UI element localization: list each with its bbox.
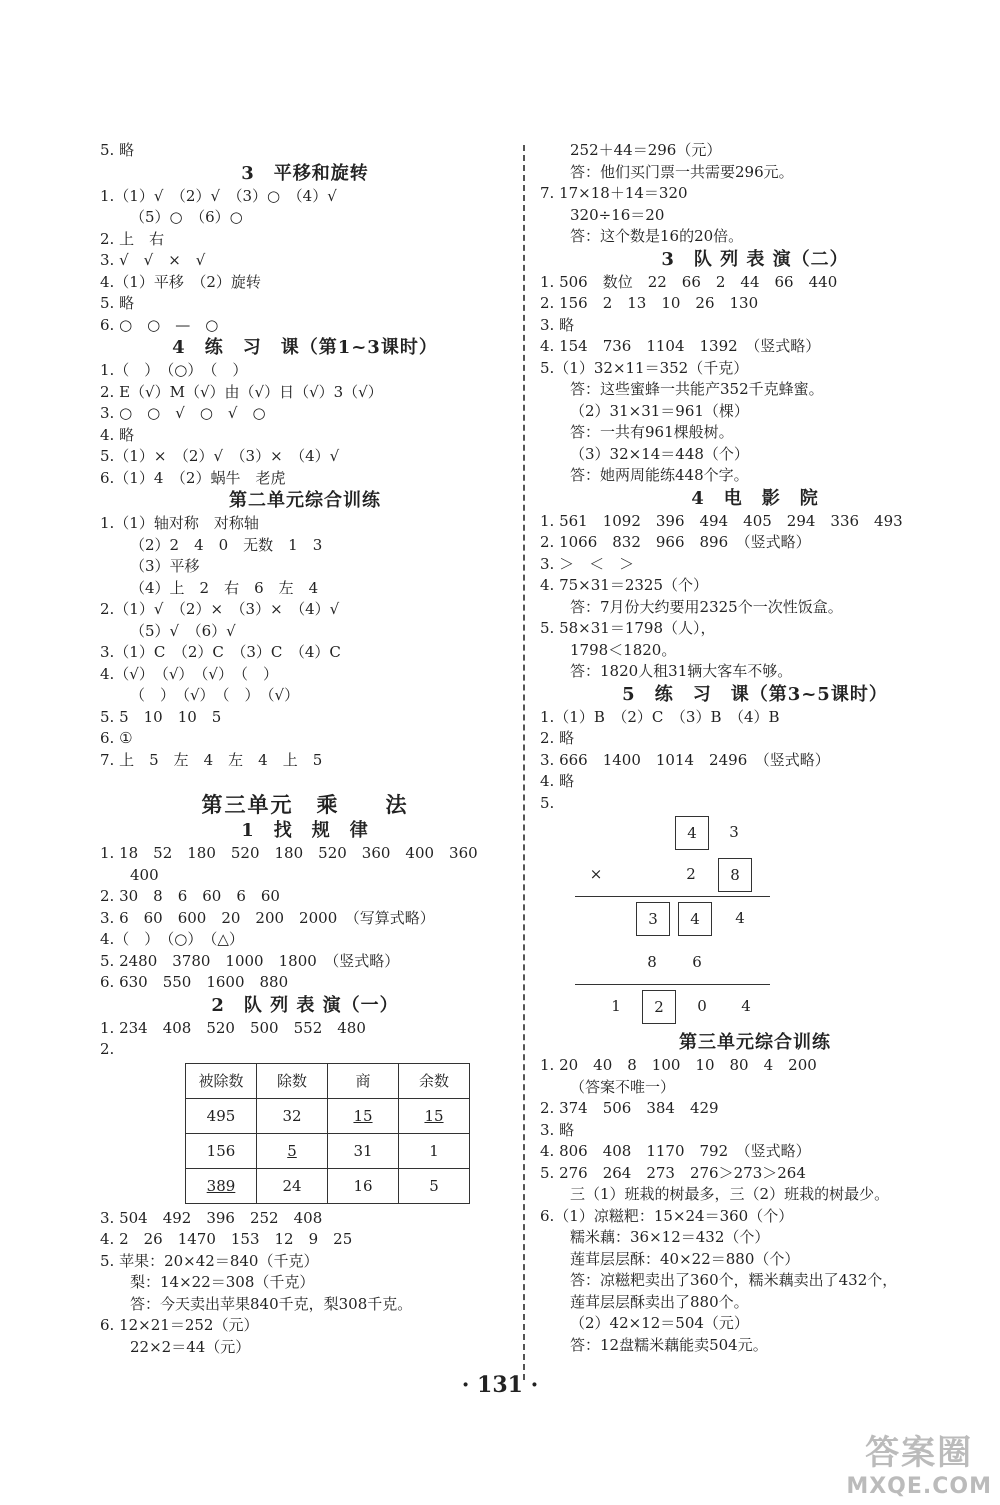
digit: 0: [697, 997, 707, 1015]
answer-line: 答：一共有961棵般树。: [570, 423, 734, 441]
answer-line: 1. 234 408 520 500 552 480: [100, 1018, 366, 1037]
table-cell-value: 16: [353, 1176, 373, 1195]
answer-line: 5. 略: [100, 141, 135, 159]
answer-line: 4.（1）平移 （2）旋转: [100, 272, 261, 291]
answer-line: 1. 18 52 180 520 180 520 360 400 360: [100, 844, 478, 862]
answer-line: 莲茸层层酥：40×22＝880（个）: [570, 1249, 800, 1268]
table-cell-value: 5: [287, 1141, 297, 1160]
answer-line: 400: [130, 865, 159, 884]
answer-line: 252＋44＝296（元）: [570, 141, 722, 159]
digit: 1: [611, 997, 621, 1015]
section-heading: 第三单元综合训练: [679, 1032, 831, 1053]
answer-line: 3. 504 492 396 252 408: [100, 1208, 323, 1227]
table-header-cell: 被除数: [186, 1063, 257, 1098]
answer-line: （3）32×14＝448（个）: [570, 444, 749, 463]
answer-line: 2. 略: [540, 729, 575, 747]
answer-line: 2. 374 506 384 429: [540, 1099, 719, 1117]
section-heading: 3 平移和旋转: [241, 162, 369, 184]
table-cell-value: 5: [429, 1176, 439, 1195]
answer-line: 答：凉糍粑卖出了360个，糯米藕卖出了432个，: [570, 1271, 898, 1289]
answer-line: 3. 略: [540, 315, 575, 334]
answer-line: 3.（1）C （2）C （3）C （4）C: [100, 643, 341, 661]
answer-line: 5. 2480 3780 1000 1800 （竖式略）: [100, 951, 400, 970]
answer-line: 2.（1）√ （2）× （3）× （4）√: [100, 600, 340, 618]
table-header-cell: 商: [328, 1063, 399, 1098]
digit: 4: [741, 997, 751, 1015]
section-heading: 2 队 列 表 演（一）: [211, 994, 399, 1016]
digit: ×: [589, 865, 603, 883]
vertical-rule: [575, 896, 770, 897]
answer-line: 1. 506 数位 22 66 2 44 66 440: [540, 272, 838, 291]
answer-line: （ ） （√） （ ） （√）: [130, 686, 300, 704]
answer-line: 5.（1）32×11＝352（千克）: [540, 358, 749, 377]
table-cell: [257, 1168, 328, 1203]
answer-line: 4. 略: [540, 772, 575, 790]
table-header-cell: 除数: [257, 1063, 328, 1098]
answer-line: 1.（1）√ （2）√ （3）○ （4）√: [100, 186, 337, 205]
answer-line: （2）42×12＝504（元）: [570, 1314, 749, 1332]
digit: 8: [647, 953, 657, 971]
answer-line: 4. 略: [100, 425, 135, 444]
table-cell-value: 156: [206, 1141, 236, 1160]
table-cell: [328, 1168, 399, 1203]
table-header-cell: 余数: [399, 1063, 470, 1098]
left-column: [100, 140, 510, 1358]
answer-line: 答：他们买门票一共需要296元。: [570, 162, 794, 181]
table-row: [186, 1133, 470, 1168]
answer-line: 3. 6 60 600 20 200 2000 （写算式略）: [100, 908, 435, 927]
answer-line: 2.: [100, 1040, 115, 1058]
answer-line: 答：这些蜜蜂一共能产352千克蜂蜜。: [570, 380, 824, 398]
page-number: · 131 ·: [461, 1372, 539, 1398]
answer-line: 4. 75×31＝2325（个）: [540, 576, 708, 594]
answer-line: （3）平移: [130, 557, 200, 575]
table-cell: [399, 1168, 470, 1203]
table-cell-value: 1: [429, 1141, 439, 1160]
answer-line: 7. 上 5 左 4 左 4 上 5: [100, 750, 323, 769]
table-cell: [186, 1133, 257, 1168]
answer-line: 5. 略: [100, 294, 135, 312]
answer-line: 答：7月份大约要用2325个一次性饭盒。: [570, 597, 843, 616]
answer-line: （5）○ （6）○: [130, 208, 243, 226]
division-table: [185, 1063, 470, 1204]
answer-box: 4: [675, 816, 709, 850]
answer-line: 答：这个数是16的20倍。: [570, 227, 744, 245]
answer-line: 1798＜1820。: [570, 640, 677, 659]
answer-line: （2）31×31＝961（棵）: [570, 401, 749, 420]
table-cell: [328, 1098, 399, 1133]
table-cell-value: 15: [424, 1106, 444, 1125]
vertical-rule: [575, 984, 770, 985]
section-heading: 1 找 规 律: [241, 820, 369, 841]
answer-line: 4.（ ） （○） （△）: [100, 930, 244, 948]
answer-box: 2: [642, 990, 676, 1024]
answer-line: 3. ○ ○ √ ○ √ ○: [100, 404, 266, 422]
section-heading: 3 队 列 表 演（二）: [661, 248, 849, 270]
watermark-bottom: MXQE.COM: [846, 1474, 992, 1499]
answer-line: 5. 276 264 273 276＞273＞264: [540, 1163, 806, 1182]
answer-line: 6. ○ ○ — ○: [100, 315, 219, 334]
section-heading: 5 练 习 课（第3~5课时）: [622, 683, 888, 705]
column-divider: [523, 145, 525, 1380]
answer-line: 5. 5 10 10 5: [100, 707, 222, 726]
answer-line: 4. 154 736 1104 1392 （竖式略）: [540, 337, 821, 355]
answer-line: 2. 上 右: [100, 229, 165, 248]
answer-line: 4. 2 26 1470 153 12 9 25: [100, 1230, 353, 1248]
answer-line: 6. 12×21＝252（元）: [100, 1316, 259, 1334]
table-cell: [399, 1098, 470, 1133]
table-cell: [186, 1098, 257, 1133]
section-heading: 4 练 习 课（第1~3课时）: [172, 337, 438, 358]
unit-heading: 第三单元 乘 法: [201, 792, 409, 817]
table-cell-value: 495: [206, 1106, 236, 1125]
answer-line: 6. ①: [100, 729, 133, 747]
right-column: [540, 140, 970, 1356]
answer-line: 5.（1）× （2）√ （3）× （4）√: [100, 447, 340, 465]
table-cell: [328, 1133, 399, 1168]
answer-line: 1. 20 40 8 100 10 80 4 200: [540, 1056, 817, 1074]
table-cell: [257, 1098, 328, 1133]
answer-line: 2. E（√）M（√）由（√）日（√）3（√）: [100, 382, 383, 401]
digit: 2: [686, 865, 696, 883]
section-heading: 4 电 影 院: [691, 487, 819, 509]
table-cell-value: 31: [353, 1141, 373, 1160]
answer-line: 2. 156 2 13 10 26 130: [540, 294, 759, 312]
table-cell-value: 15: [353, 1106, 373, 1125]
table-row: [186, 1168, 470, 1203]
answer-line: 5.: [540, 793, 555, 812]
table-cell-value: 24: [282, 1176, 302, 1195]
answer-box: 8: [718, 858, 752, 892]
answer-line: 2. 1066 832 966 896 （竖式略）: [540, 533, 811, 551]
digit: 3: [729, 823, 739, 841]
answer-line: 6.（1）凉糍粑：15×24＝360（个）: [540, 1206, 794, 1225]
table-header-row: [186, 1063, 470, 1098]
answer-line: 答：今天卖出苹果840千克，梨308千克。: [130, 1294, 413, 1313]
answer-line: （4）上 2 右 6 左 4: [130, 578, 319, 597]
answer-line: 1.（1）轴对称 对称轴: [100, 514, 259, 532]
answer-box: 4: [678, 902, 712, 936]
answer-line: （5）√ （6）√: [130, 621, 236, 640]
vertical-multiplication: [540, 816, 970, 1031]
answer-line: 3. √ √ × √: [100, 251, 206, 269]
answer-line: 答：她两周能练448个字。: [570, 466, 749, 484]
answer-line: 4. 806 408 1170 792 （竖式略）: [540, 1142, 811, 1160]
answer-line: 答：1820人租31辆大客车不够。: [570, 662, 793, 680]
table-cell: [399, 1133, 470, 1168]
answer-line: 6.（1）4 （2）蜗牛 老虎: [100, 468, 286, 487]
answer-line: 答：12盘糯米藕能卖504元。: [570, 1335, 768, 1354]
table-row: [186, 1098, 470, 1133]
answer-line: 5. 苹果：20×42＝840（千克）: [100, 1251, 319, 1270]
answer-line: 320÷16＝20: [570, 205, 665, 224]
answer-line: 1.（ ） （○） （ ）: [100, 361, 248, 379]
answer-line: 3. 略: [540, 1120, 575, 1139]
answer-line: 22×2＝44（元）: [130, 1337, 251, 1356]
table-cell-value: 32: [282, 1106, 302, 1125]
answer-line: 3. 666 1400 1014 2496 （竖式略）: [540, 750, 830, 769]
section-heading: 第二单元综合训练: [229, 490, 381, 511]
answer-box: 3: [636, 902, 670, 936]
answer-line: 3. ＞ ＜ ＞: [540, 554, 635, 573]
answer-line: 1.（1）B （2）C （3）B （4）B: [540, 707, 780, 726]
digit: 4: [735, 909, 745, 927]
answer-line: 三（1）班栽的树最多，三（2）班栽的树最少。: [570, 1185, 890, 1203]
answer-line: （2）2 4 0 无数 1 3: [130, 535, 323, 554]
answer-line: 糯米藕：36×12＝432（个）: [570, 1228, 770, 1246]
answer-line: 莲茸层层酥卖出了880个。: [570, 1292, 749, 1311]
table-cell-value: 389: [206, 1176, 236, 1195]
digit: 6: [692, 953, 702, 971]
answer-line: 7. 17×18＋14＝320: [540, 184, 688, 202]
watermark-logo: [846, 1425, 992, 1499]
table-cell: [186, 1168, 257, 1203]
answer-line: 2. 30 8 6 60 6 60: [100, 887, 280, 905]
watermark-top: 答案圈: [865, 1433, 974, 1473]
answer-line: 梨：14×22＝308（千克）: [130, 1273, 315, 1291]
table-cell: [257, 1133, 328, 1168]
answer-line: 5. 58×31＝1798（人），: [540, 619, 716, 637]
answer-line: 6. 630 550 1600 880: [100, 973, 289, 991]
answer-line: （答案不唯一）: [570, 1077, 676, 1096]
answer-line: 1. 561 1092 396 494 405 294 336 493: [540, 511, 903, 530]
answer-line: 4.（√） （√） （√） （ ）: [100, 664, 278, 683]
